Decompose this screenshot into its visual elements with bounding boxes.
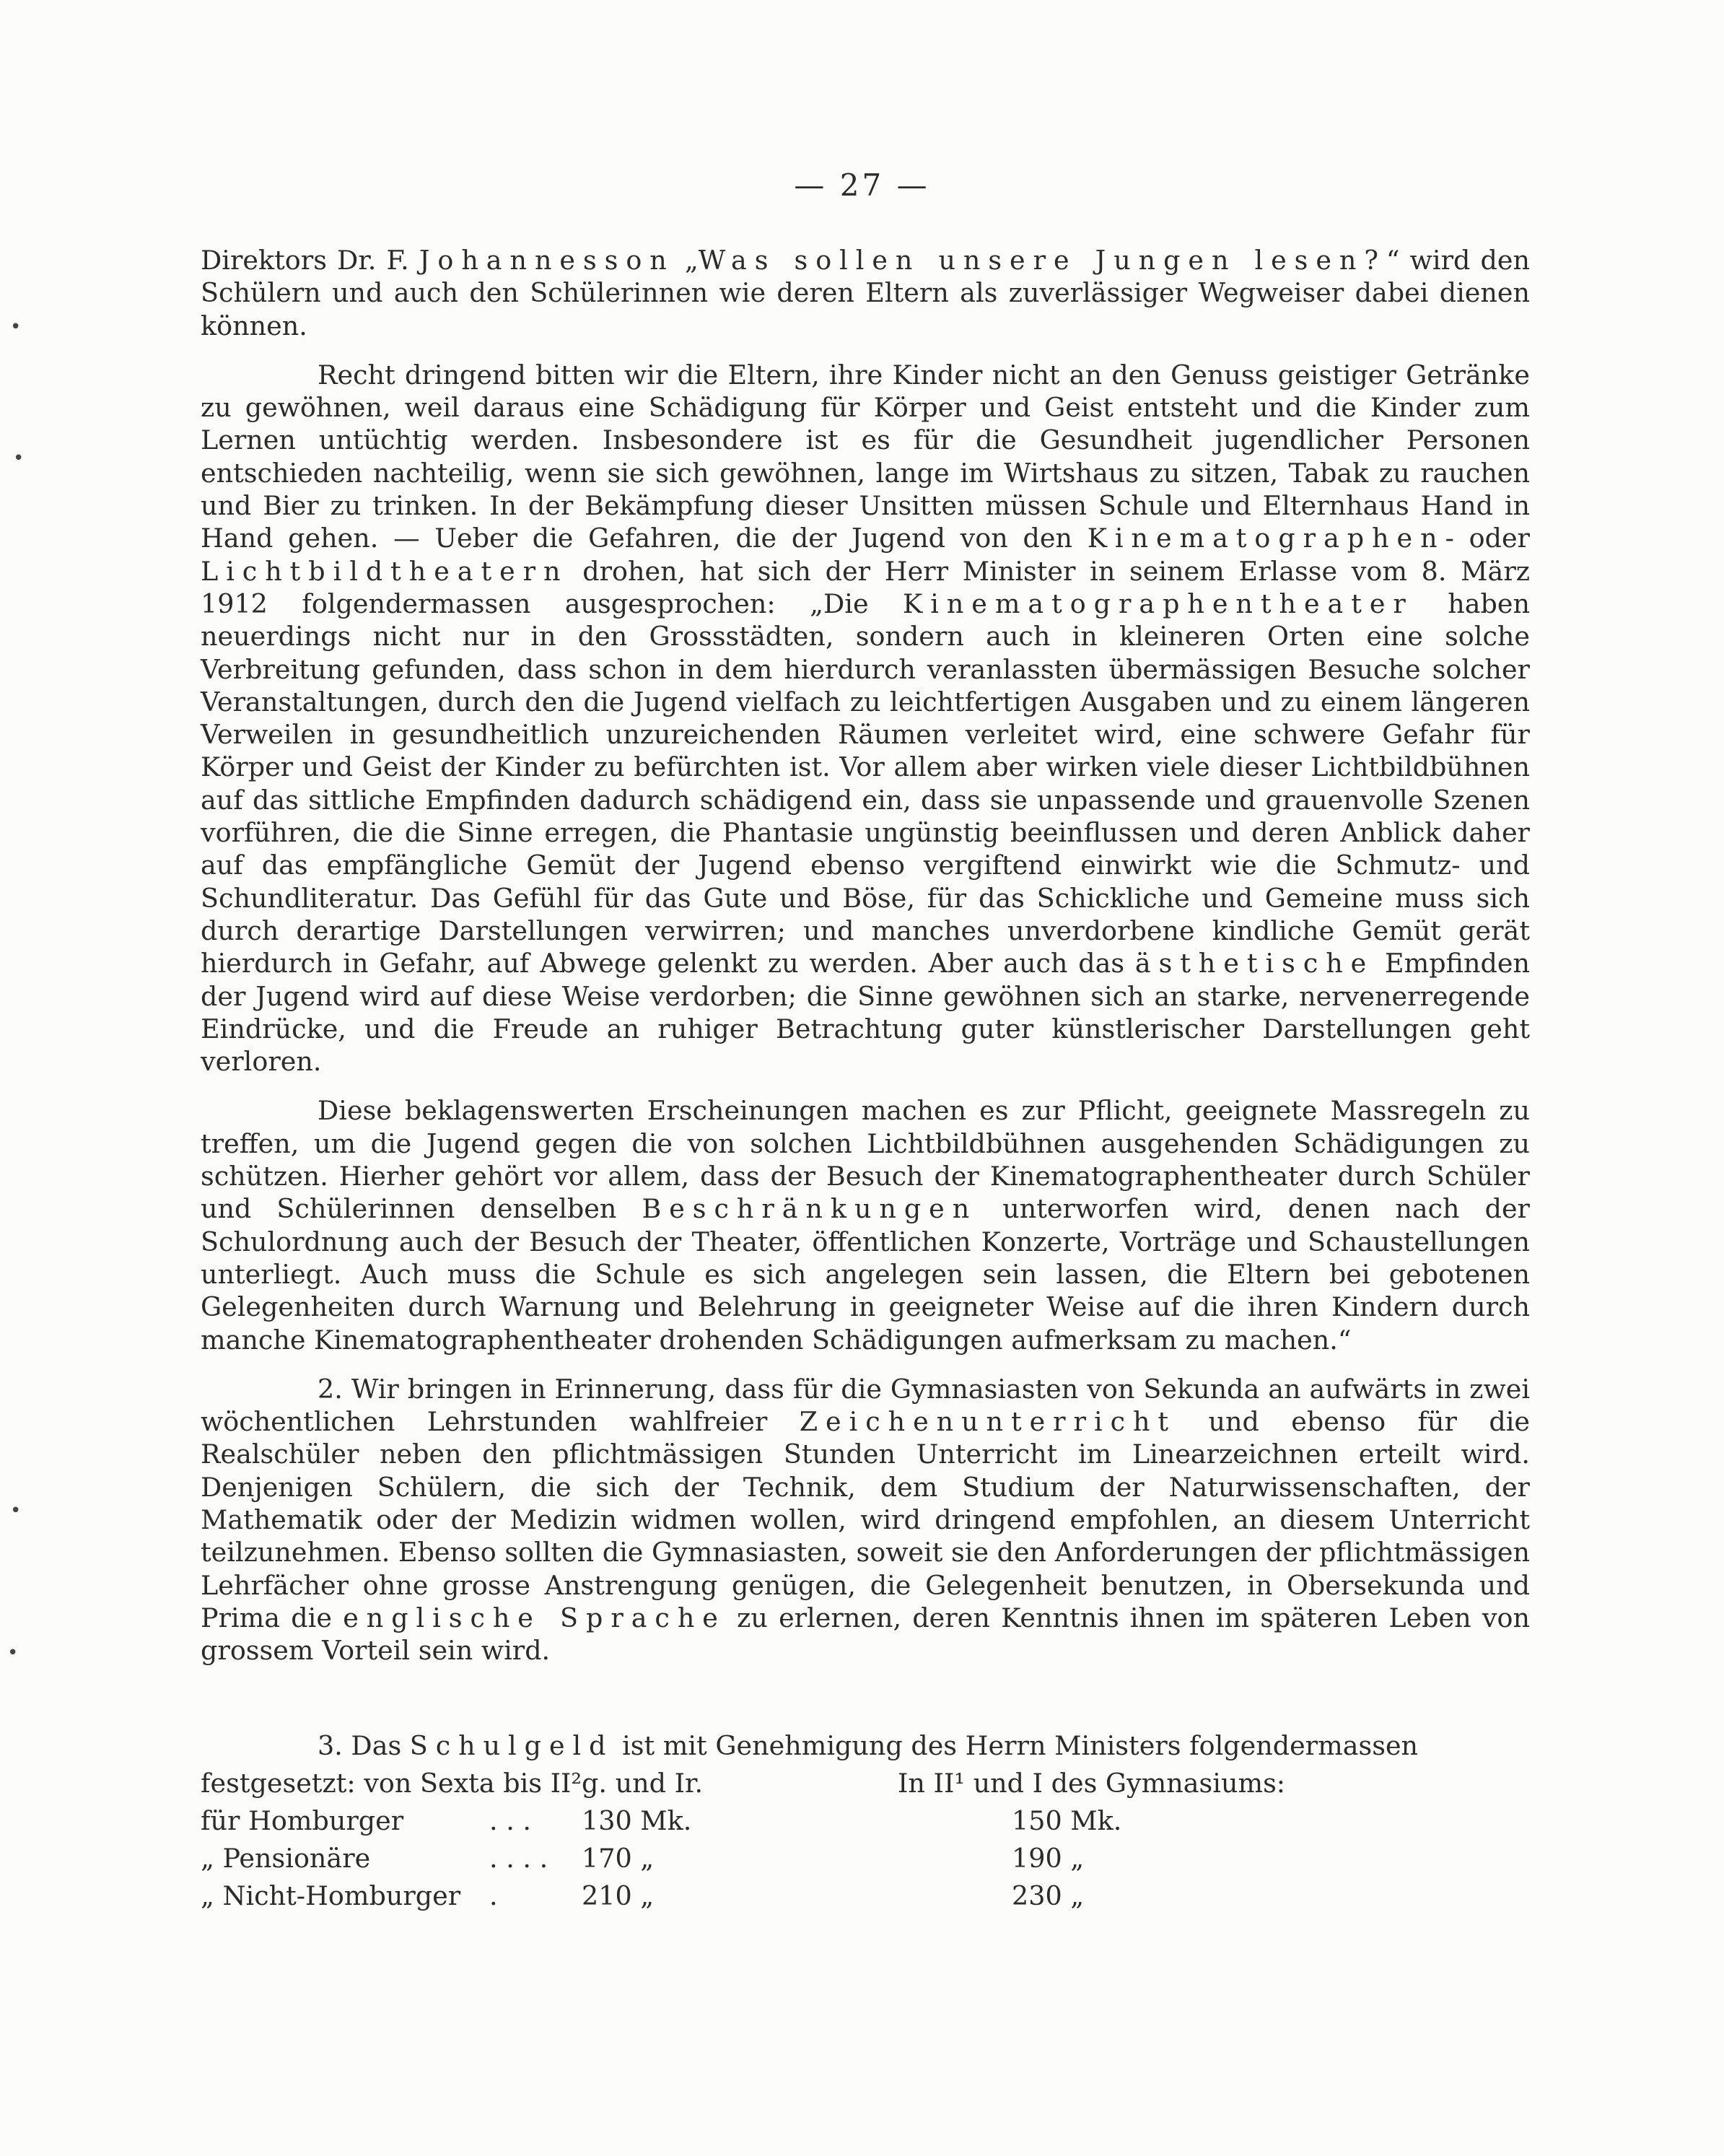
fee-heading-row [201, 1765, 1530, 1802]
margin-mark: • [7, 1642, 19, 1664]
spaced-text: Was sollen unsere Jungen lesen? [698, 245, 1386, 276]
spaced-text: Johannesson [419, 245, 675, 276]
text-run: Direktors Dr. F. [201, 245, 419, 276]
spaced-text: Lichtbildtheatern [201, 555, 569, 587]
fee-row [201, 1802, 1530, 1840]
body-text [201, 244, 1530, 1667]
spaced-text: Kinematographentheater [903, 588, 1414, 619]
paragraph [201, 1094, 1530, 1356]
text-run: Empfinden der Jugend wird auf diese Weise verdorben; die Sinne gewöhnen sich an starke, nervenerregende Eindrücke, und die Freude an ruhiger Betrachtung guter künstlerischer Darstellungen geht verloren. [201, 948, 1530, 1078]
fee-low: 170 „ [582, 1843, 655, 1874]
text-run: haben neuerdings nicht nur in den Grossstädten, sondern auch in kleineren Orten eine solche Verbreitung gefunden, dass schon in dem hierdurch veranlassten übermässigen Besuche solcher Veranstaltungen, durch den die Jugend vielfach zu leichtfertigen Ausgaben und zu einem längeren Verweilen in gesundheitlich unzureichenden Räumen verleitet wird, eine schwere Gefahr für Körper und Geist der Kinder zu befürchten ist. Vor allem aber wirken viele dieser Lichtbildbühnen auf das sittliche Empfinden dadurch schädigend ein, dass sie unpassende und grauenvolle Szenen vorführen, die die Sinne erregen, die Phantasie ungünstig beeinflussen und deren Anblick daher auf das empfängliche Gemüt der Jugend ebenso vergiftend einwirkt wie die Schmutz- und Schundliteratur. Das Gefühl für das Gute und Böse, für das Schickliche und Gemeine muss sich durch derartige Darstellungen verwirren; und manches unverdorbene kindliche Gemüt gerät hierdurch in Gefahr, auf Abwege gelenkt zu werden. Aber auch das [201, 588, 1530, 979]
fee-label: für Homburger [201, 1805, 404, 1836]
fee-intro-b: ist mit Genehmigung des Herrn Ministers folgendermassen [613, 1730, 1419, 1761]
fee-heading-right: In II¹ und I des Gymnasiums: [898, 1768, 1286, 1799]
fee-intro-a: 3. Das [318, 1730, 410, 1761]
fee-high: 150 Mk. [1012, 1805, 1122, 1836]
fee-label: „ Nicht-Homburger [201, 1880, 461, 1911]
fee-row [201, 1877, 1530, 1915]
spaced-text: Zeichenunterricht [799, 1406, 1177, 1438]
paragraph [201, 359, 1530, 1078]
fee-low: 210 „ [582, 1880, 655, 1911]
text-run: 2. Wir bringen in Erinnerung, dass für die Gymnasiasten von Sekunda an aufwärts in zwei wöchentlichen Lehrstunden wahlfreier [201, 1373, 1530, 1438]
paragraph [201, 1373, 1530, 1667]
fee-table [201, 1802, 1530, 1915]
text-run: Recht dringend bitten wir die Eltern, ihre Kinder nicht an den Genuss geistiger Getränke zu gewöhnen, weil daraus eine Schädigung für Körper und Geist entsteht und die Kinder zum Lernen untüchtig werden. Insbesondere ist es für die Gesundheit jugendlicher Personen entschieden nachteilig, wenn sie sich gewöhnen, lange im Wirtshaus zu sitzen, Tabak zu rauchen und Bier zu trinken. In der Bekämpfung dieser Unsitten müssen Schule und Elternhaus Hand in Hand gehen. — Ueber die Gefahren, die der Jugend von den [201, 359, 1530, 554]
fee-heading-left: festgesetzt: von Sexta bis II²g. und Ir. [201, 1768, 704, 1799]
fee-dots: . . . . [489, 1843, 548, 1874]
text-run: “ wird den Schülern und auch den Schülerinnen wie deren Eltern als zuverlässiger Wegweiser dabei dienen können. [201, 245, 1530, 341]
fee-intro [201, 1727, 1530, 1765]
margin-mark: • [10, 316, 22, 338]
spaced-text: englische Sprache [343, 1602, 726, 1633]
fee-high: 190 „ [1012, 1843, 1085, 1874]
spaced-text: ästhetische [1134, 948, 1375, 979]
fee-row [201, 1840, 1530, 1877]
fee-label: „ Pensionäre [201, 1843, 371, 1874]
text-run: Diese beklagenswerten Erscheinungen machen es zur Pflicht, geeignete Massregeln zu treffen, um die Jugend gegen die von solchen Lichtbildbühnen ausgehenden Schädigungen zu schützen. Hierher gehört vor allem, dass der Besuch der Kinematographentheater durch Schüler und Schülerinnen denselben [201, 1095, 1530, 1225]
fee-dots: . [489, 1880, 498, 1911]
text-run: - oder [1445, 523, 1530, 554]
spaced-text: Kinematographen [1087, 523, 1445, 554]
fee-high: 230 „ [1012, 1880, 1085, 1911]
text-run: „ [674, 245, 699, 276]
page-number: — 27 — [794, 167, 930, 203]
text-run: unterworfen wird, denen nach der Schulordnung auch der Besuch der Theater, öffentlichen Konzerte, Vorträge und Schaustellungen unterliegt. Auch muss die Schule es sich angelegen sein lassen, die Eltern bei gebotenen Gelegenheiten durch Warnung und Belehrung in geeigneter Weise auf die ihren Kindern durch manche Kinematographentheater drohenden Schädigungen aufmerksam zu machen.“ [201, 1193, 1530, 1356]
spaced-text: Beschränkungen [642, 1193, 978, 1225]
paragraph [201, 244, 1530, 342]
text-run: zu erlernen, deren Kenntnis ihnen im späteren Leben von grossem Vorteil sein wird. [201, 1602, 1530, 1667]
margin-mark: • [13, 448, 25, 469]
text-run: und ebenso für die Realschüler neben den pflichtmässigen Stunden Unterricht im Linearzeichnen erteilt wird. Denjenigen Schülern, die sich der Technik, dem Studium der Naturwissenschaften, der Mathematik oder der Medizin widmen wollen, wird dringend empfohlen, an diesem Unterricht teilzunehmen. Ebenso sollten die Gymnasiasten, soweit sie den Anforderungen der pflichtmässigen Lehrfächer ohne grosse Anstrengung genügen, die Gelegenheit benutzen, in Obersekunda und Prima die [201, 1406, 1531, 1633]
margin-mark: • [10, 1500, 22, 1522]
fee-intro-word: Schulgeld [409, 1730, 614, 1761]
fee-low: 130 Mk. [582, 1805, 692, 1836]
school-fee-section [201, 1727, 1530, 1915]
text-run: drohen, hat sich der Herr Minister in seinem Erlasse vom 8. März 1912 folgendermassen ausgesprochen: „Die [201, 555, 1530, 619]
fee-dots: . . . [489, 1805, 532, 1836]
